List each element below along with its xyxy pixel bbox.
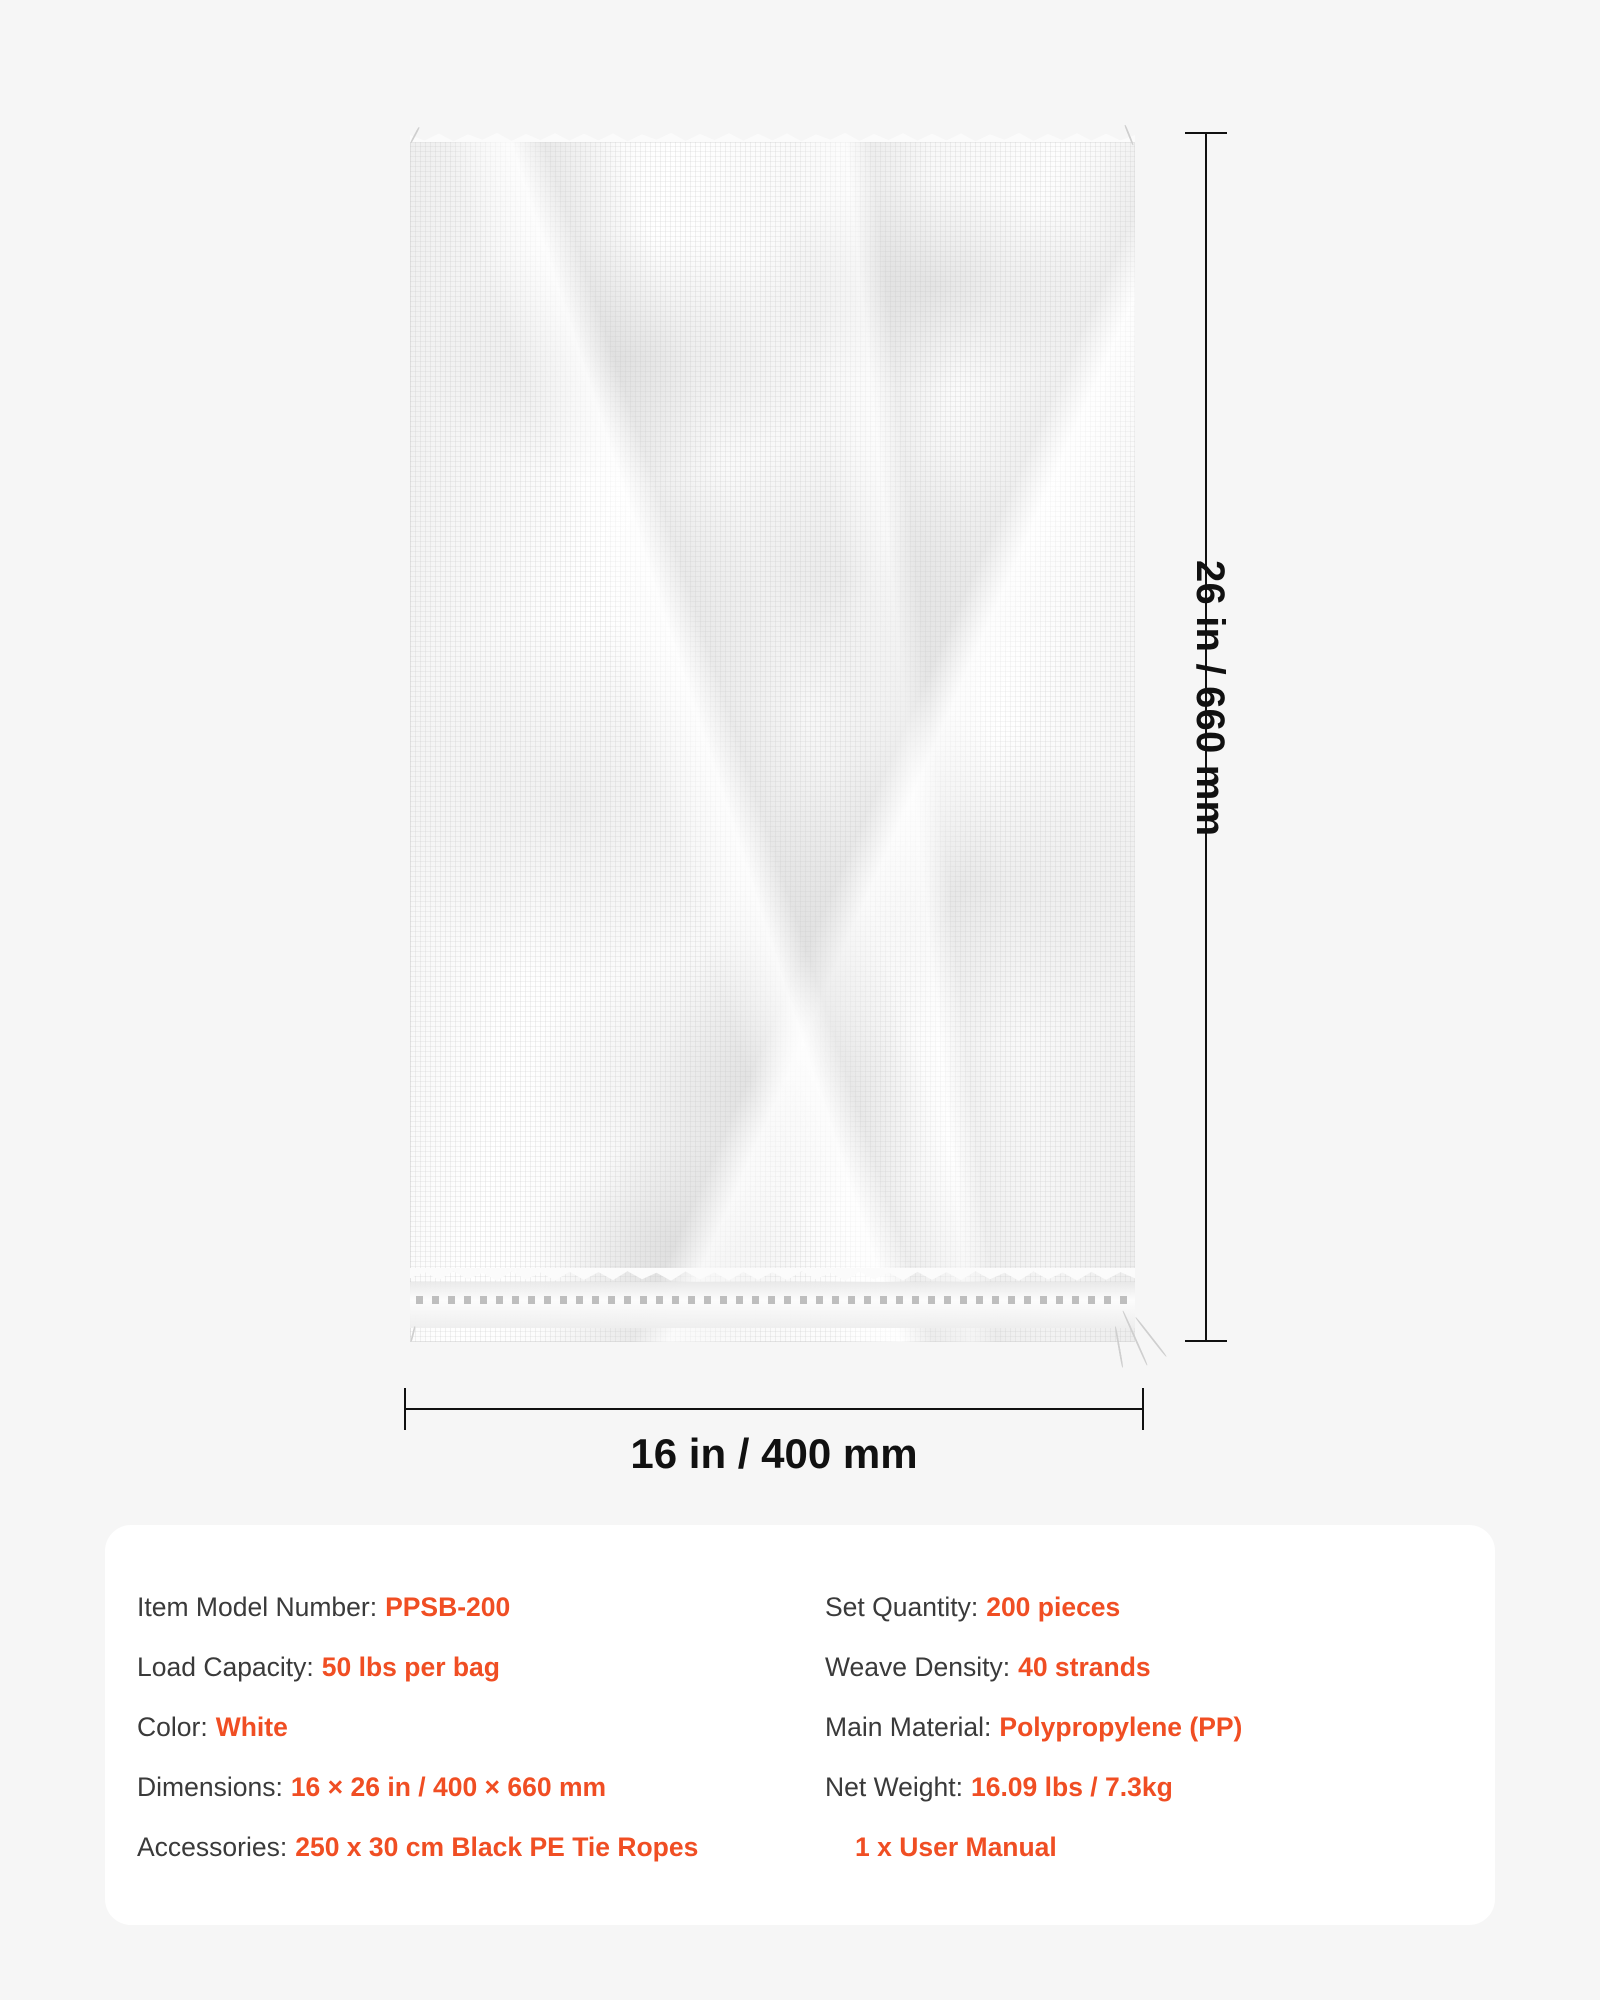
height-dimension-cap-bottom [1185,1340,1227,1342]
spec-row [137,1697,807,1757]
spec-value: 250 x 30 cm Black PE Tie Ropes [295,1832,699,1862]
spec-row [137,1577,807,1637]
height-dimension-cap-top [1185,132,1227,134]
product-bag-image [410,142,1135,1342]
spec-row [825,1757,1495,1817]
spec-label: Item Model Number: [137,1592,378,1622]
width-dimension-label: 16 in / 400 mm [630,1430,918,1477]
spec-row [137,1757,807,1817]
height-dimension-label: 26 in / 660 mm [1188,560,1232,837]
specifications-column-left [105,1577,807,1925]
spec-value: 16 × 26 in / 400 × 660 mm [290,1772,607,1802]
spec-value: 1 x User Manual [855,1832,1057,1862]
spec-row [137,1637,807,1697]
spec-value: 16.09 lbs / 7.3kg [970,1772,1173,1802]
spec-value: 40 strands [1018,1652,1151,1682]
spec-label: Color: [137,1712,208,1742]
spec-row [137,1817,807,1877]
width-dimension-cap-right [1142,1388,1144,1430]
width-dimension-cap-left [404,1388,406,1430]
spec-row [825,1817,1495,1877]
spec-value: White [215,1712,288,1742]
spec-label: Accessories: [137,1832,288,1862]
spec-label: Net Weight: [825,1772,963,1802]
spec-value: Polypropylene (PP) [999,1712,1243,1742]
spec-value: 50 lbs per bag [321,1652,500,1682]
specifications-column-right [807,1577,1495,1925]
spec-row [825,1577,1495,1637]
specifications-grid [105,1525,1495,1925]
spec-value: PPSB-200 [385,1592,511,1622]
spec-label: Weave Density: [825,1652,1011,1682]
spec-row [825,1637,1495,1697]
specifications-card [105,1525,1495,1925]
spec-label: Load Capacity: [137,1652,314,1682]
spec-value: 200 pieces [986,1592,1121,1622]
spec-label: Main Material: [825,1712,992,1742]
spec-label: Dimensions: [137,1772,283,1802]
width-dimension-line [404,1408,1144,1410]
spec-row [825,1697,1495,1757]
spec-label: Set Quantity: [825,1592,979,1622]
bag-stitched-hem [410,1282,1135,1328]
